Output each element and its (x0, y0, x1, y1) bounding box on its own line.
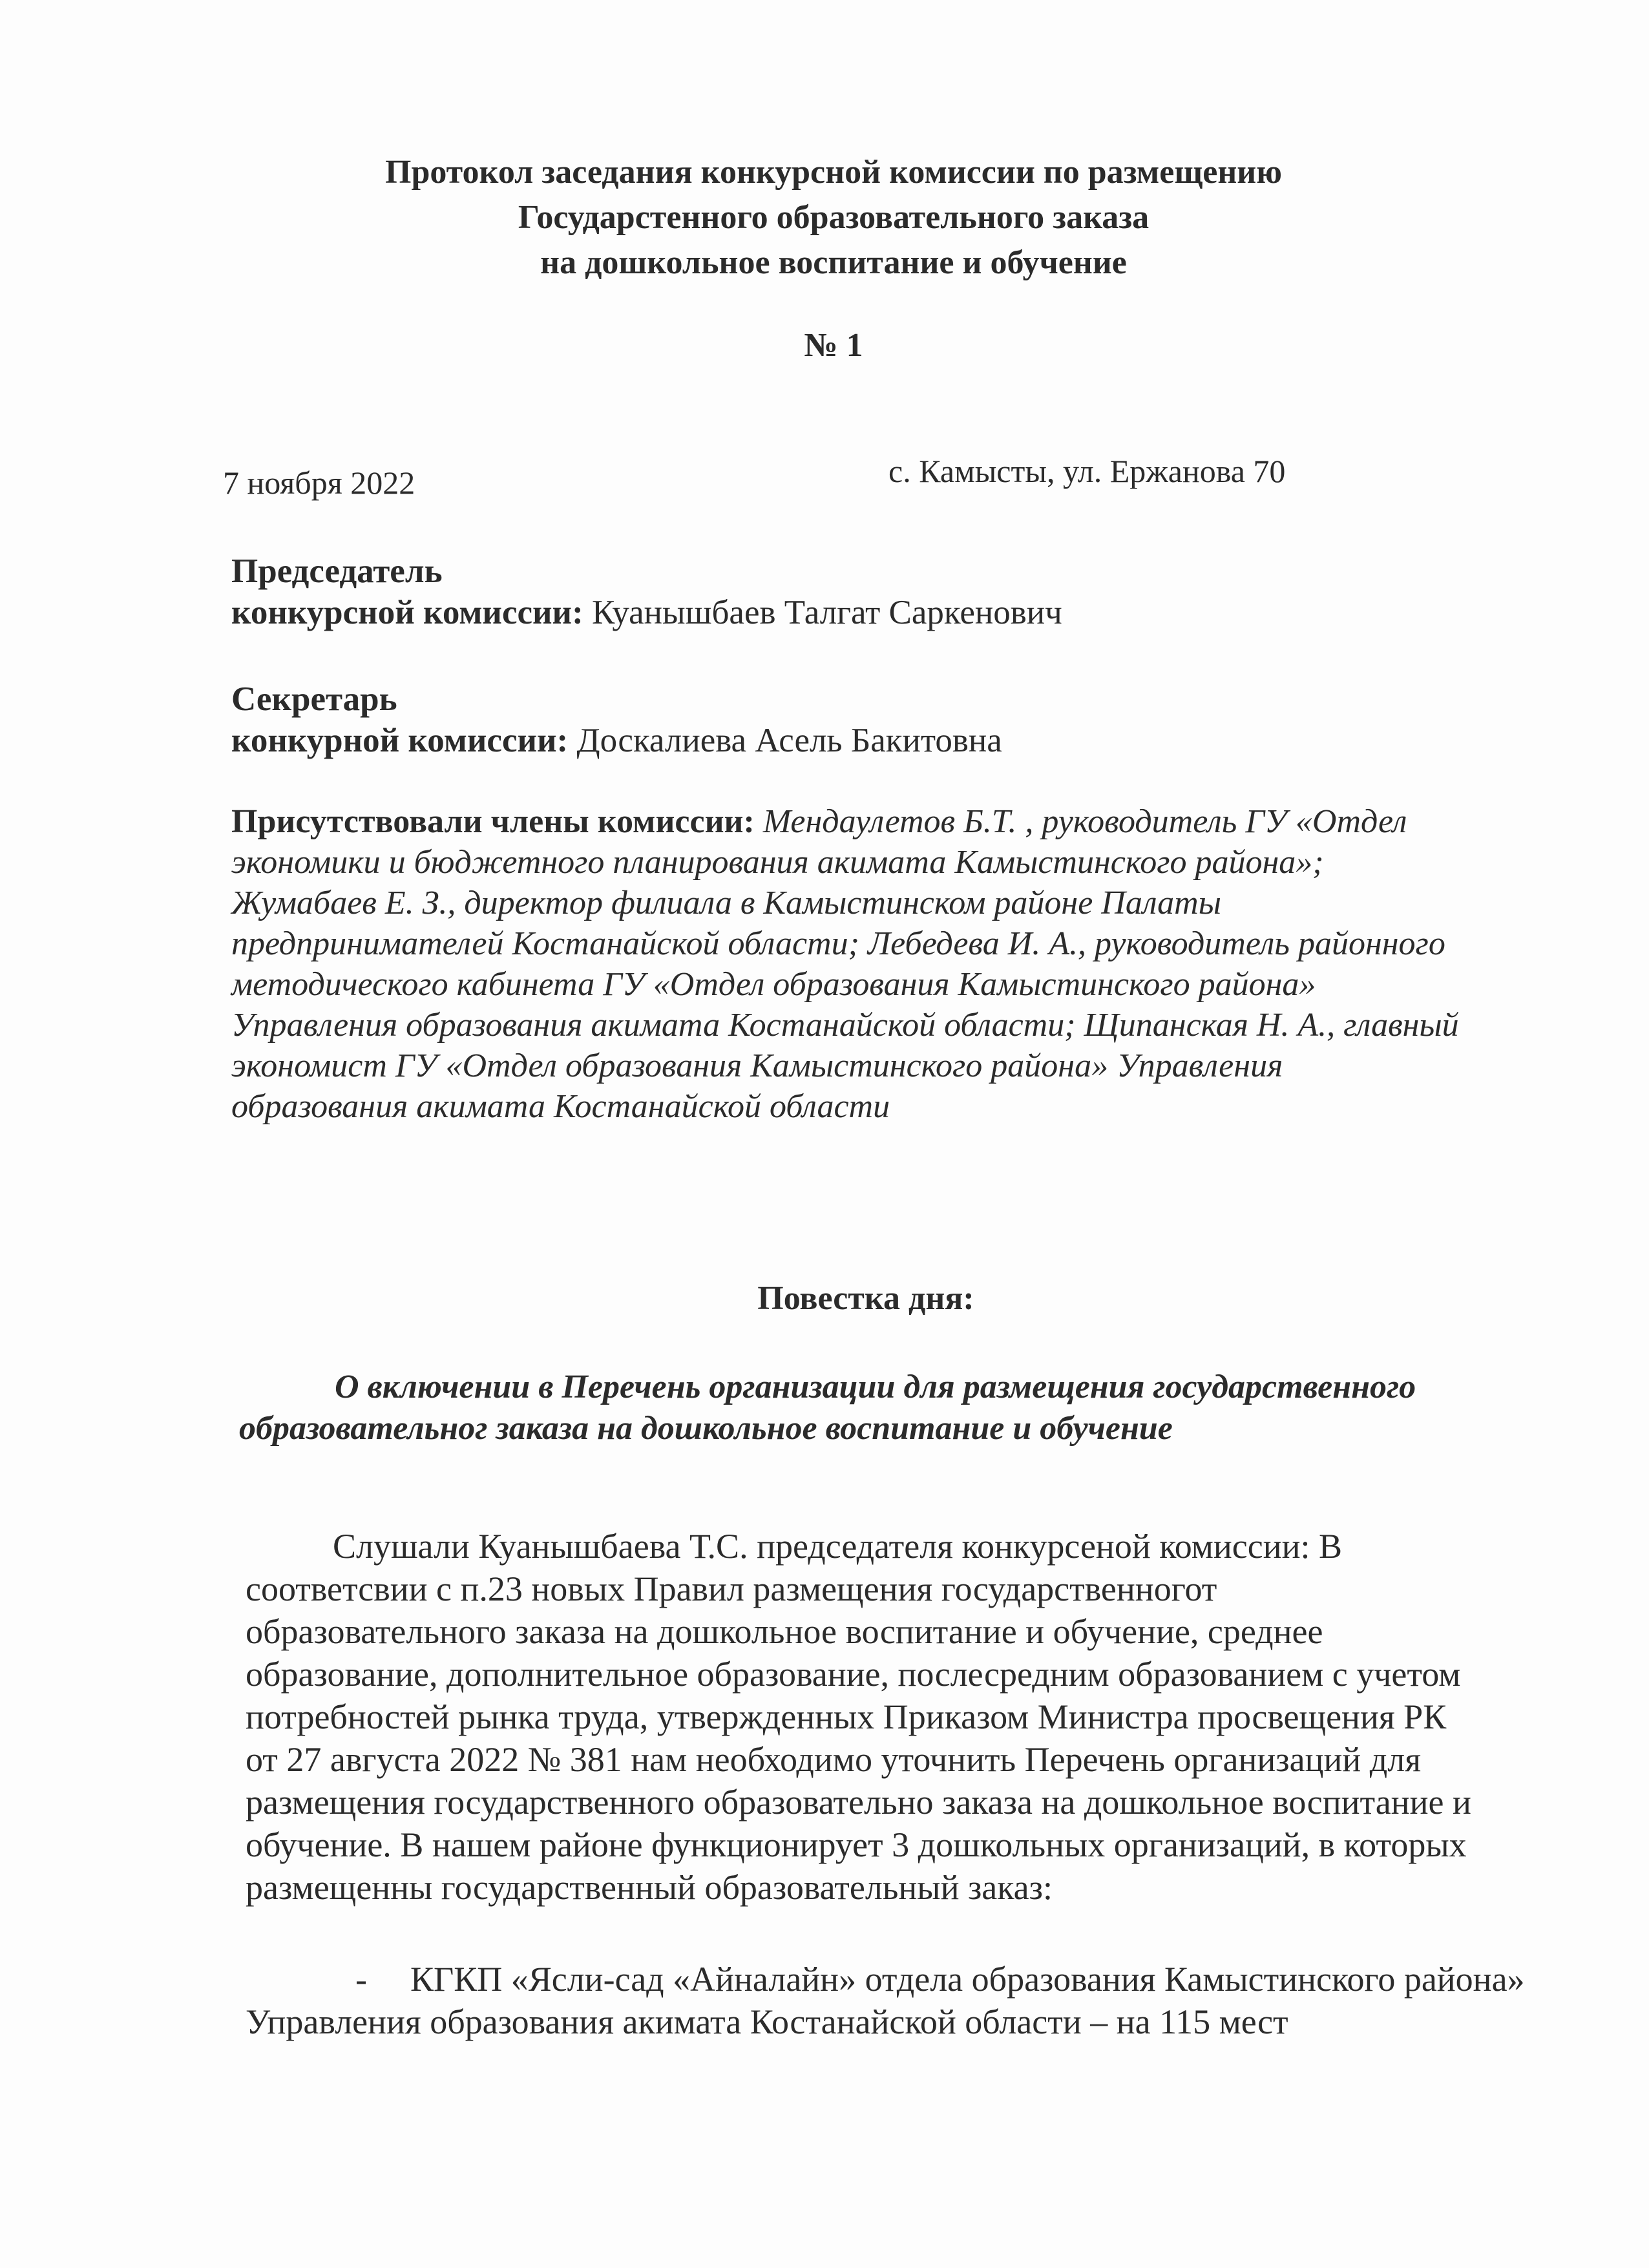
agenda-heading: Повестка дня: (757, 1280, 974, 1317)
agenda-topic: О включении в Перечень организации для размещения государственного образовательног заказа на дошкольное воспитание и обучение (239, 1369, 1416, 1447)
chair-name: Куанышбаев Талгат Саркенович (583, 594, 1062, 631)
secretary-label-line-2: конкурной комиссии: (231, 722, 569, 759)
title-line-2: Государстенного образовательного заказа (518, 199, 1150, 236)
list-bullet: - (355, 1960, 367, 1999)
members-list: Мендаулетов Б.Т. , руководитель ГУ «Отдел экономики и бюджетного планирования акимата Камыстинского района»; Жумабаев Е. З., директор филиала в Камыстинском районе Палаты предпринимателей Костанайской области; Лебедева И. А., руководитель районного методического кабинета ГУ «Отдел образования Камыстинского района» Управления образования акимата Костанайской области; Щипанская Н. А., главный экономист ГУ «Отдел образования Камыстинского района» Управления образования акимата Костанайской области (231, 803, 1459, 1125)
protocol-date: 7 ноября 2022 (223, 465, 415, 501)
chair-block (231, 551, 1062, 633)
title-line-1: Протокол заседания конкурсной комиссии по размещению (385, 154, 1282, 191)
protocol-place: с. Камысты, ул. Ержанова 70 (888, 453, 1286, 489)
members-block (231, 801, 1459, 1127)
chair-label-line-2: конкурсной комиссии: (231, 594, 583, 631)
title-line-3: на дошкольное воспитание и обучение (540, 244, 1127, 281)
secretary-label-line-1: Секретарь (231, 680, 397, 718)
document-title (194, 150, 1473, 286)
secretary-name: Доскалиева Асель Бакитовна (568, 722, 1002, 759)
chair-label-line-1: Председатель (231, 552, 443, 590)
members-label: Присутствовали члены комиссии: (231, 803, 755, 840)
body-paragraph: Слушали Куанышбаева Т.С. председателя конкурсеной комиссии: В соответсвии с п.23 новых Правил размещения государственногот образовательного заказа на дошкольное воспитание и обучение, среднее образование, дополнительное образование, послесредним образованием с учетом потребностей рынка труда, утвержденных Приказом Министра просвещения РК от 27 августа 2022 № 381 нам необходимо уточнить Перечень организаций для размещения государственного образовательно заказа на дошкольное воспитание и обучение. В нашем районе функционирует 3 дошкольных организаций, в которых размещенны государственный образовательный заказ: (246, 1527, 1471, 1907)
protocol-number: № 1 (804, 327, 863, 364)
list-item (246, 1958, 1525, 2043)
secretary-block (231, 678, 1002, 761)
list-item-text: КГКП «Ясли-сад «Айналайн» отдела образования Камыстинского района» Управления образования акимата Костанайской области – на 115 мест (246, 1960, 1525, 2041)
